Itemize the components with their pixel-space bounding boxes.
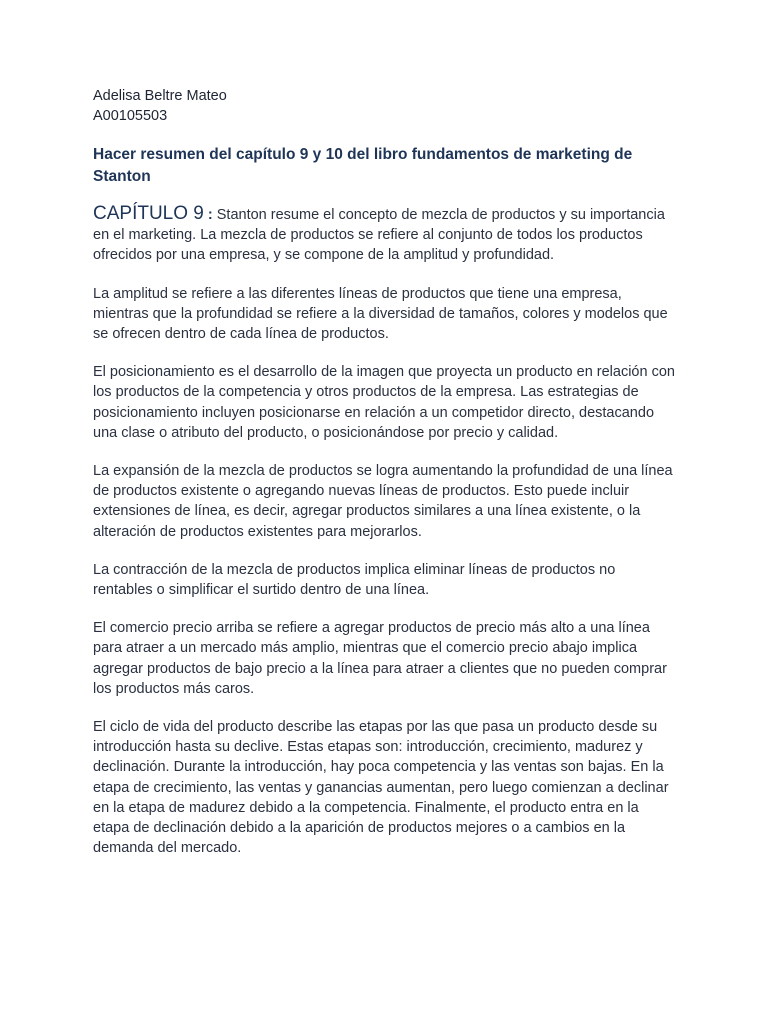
author-block (93, 86, 678, 126)
paragraph-ciclo-de-vida: El ciclo de vida del producto describe las etapas por las que pasa un producto desde su introducción hasta su declive. Estas etapas son: introducción, crecimiento, madurez y declinación. Durante la introducción, hay poca competencia y las ventas son bajas. En la etapa de crecimiento, las ventas y ganancias aumentan, pero luego comienzan a declinar en la etapa de madurez debido a la competencia. Finalmente, el producto entra en la etapa de declinación debido a la aparición de productos mejores o a cambios en la demanda del mercado. (93, 719, 669, 857)
paragraph-text: Stanton resume el concepto de mezcla de productos y su importancia en el marketing. La mezcla de productos se refiere al conjunto de todos los productos ofrecidos por una empresa, y se compone de la amplitud y profundidad. (93, 207, 665, 264)
document-page (93, 86, 678, 858)
document-title: Hacer resumen del capítulo 9 y 10 del libro fundamentos de marketing de Stanton (93, 146, 633, 185)
chapter-heading: CAPÍTULO 9 (93, 203, 204, 224)
paragraph-contraccion: La contracción de la mezcla de productos implica eliminar líneas de productos no rentables o simplificar el surtido dentro de una línea. (93, 561, 616, 599)
student-id: A00105503 (93, 108, 168, 124)
author-name: Adelisa Beltre Mateo (93, 88, 227, 104)
chapter-intro-paragraph (93, 204, 678, 266)
paragraph-amplitud: La amplitud se refiere a las diferentes líneas de productos que tiene una empresa, mientras que la profundidad se refiere a la diversidad de tamaños, colores y modelos que se ofrecen dentro de cada línea de productos. (93, 285, 668, 343)
chapter-colon: : (203, 207, 213, 223)
paragraph-posicionamiento: El posicionamiento es el desarrollo de la imagen que proyecta un producto en relación con los productos de la competencia y otros productos de la empresa. Las estrategias de posicionamiento incluyen posicionarse en relación a un competidor directo, destacando una clase o atributo del producto, o posicionándose por precio y calidad. (93, 364, 675, 441)
paragraph-expansion: La expansión de la mezcla de productos se logra aumentando la profundidad de una línea de productos existente o agregando nuevas líneas de productos. Esto puede incluir extensiones de línea, es decir, agregar productos similares a una línea existente, o la alteración de productos existentes para mejorarlos. (93, 463, 673, 540)
paragraph-comercio-precio: El comercio precio arriba se refiere a agregar productos de precio más alto a una línea para atraer a un mercado más amplio, mientras que el comercio precio abajo implica agregar productos de bajo precio a la línea para atraer a clientes que no pueden comprar los productos más caros. (93, 620, 667, 697)
